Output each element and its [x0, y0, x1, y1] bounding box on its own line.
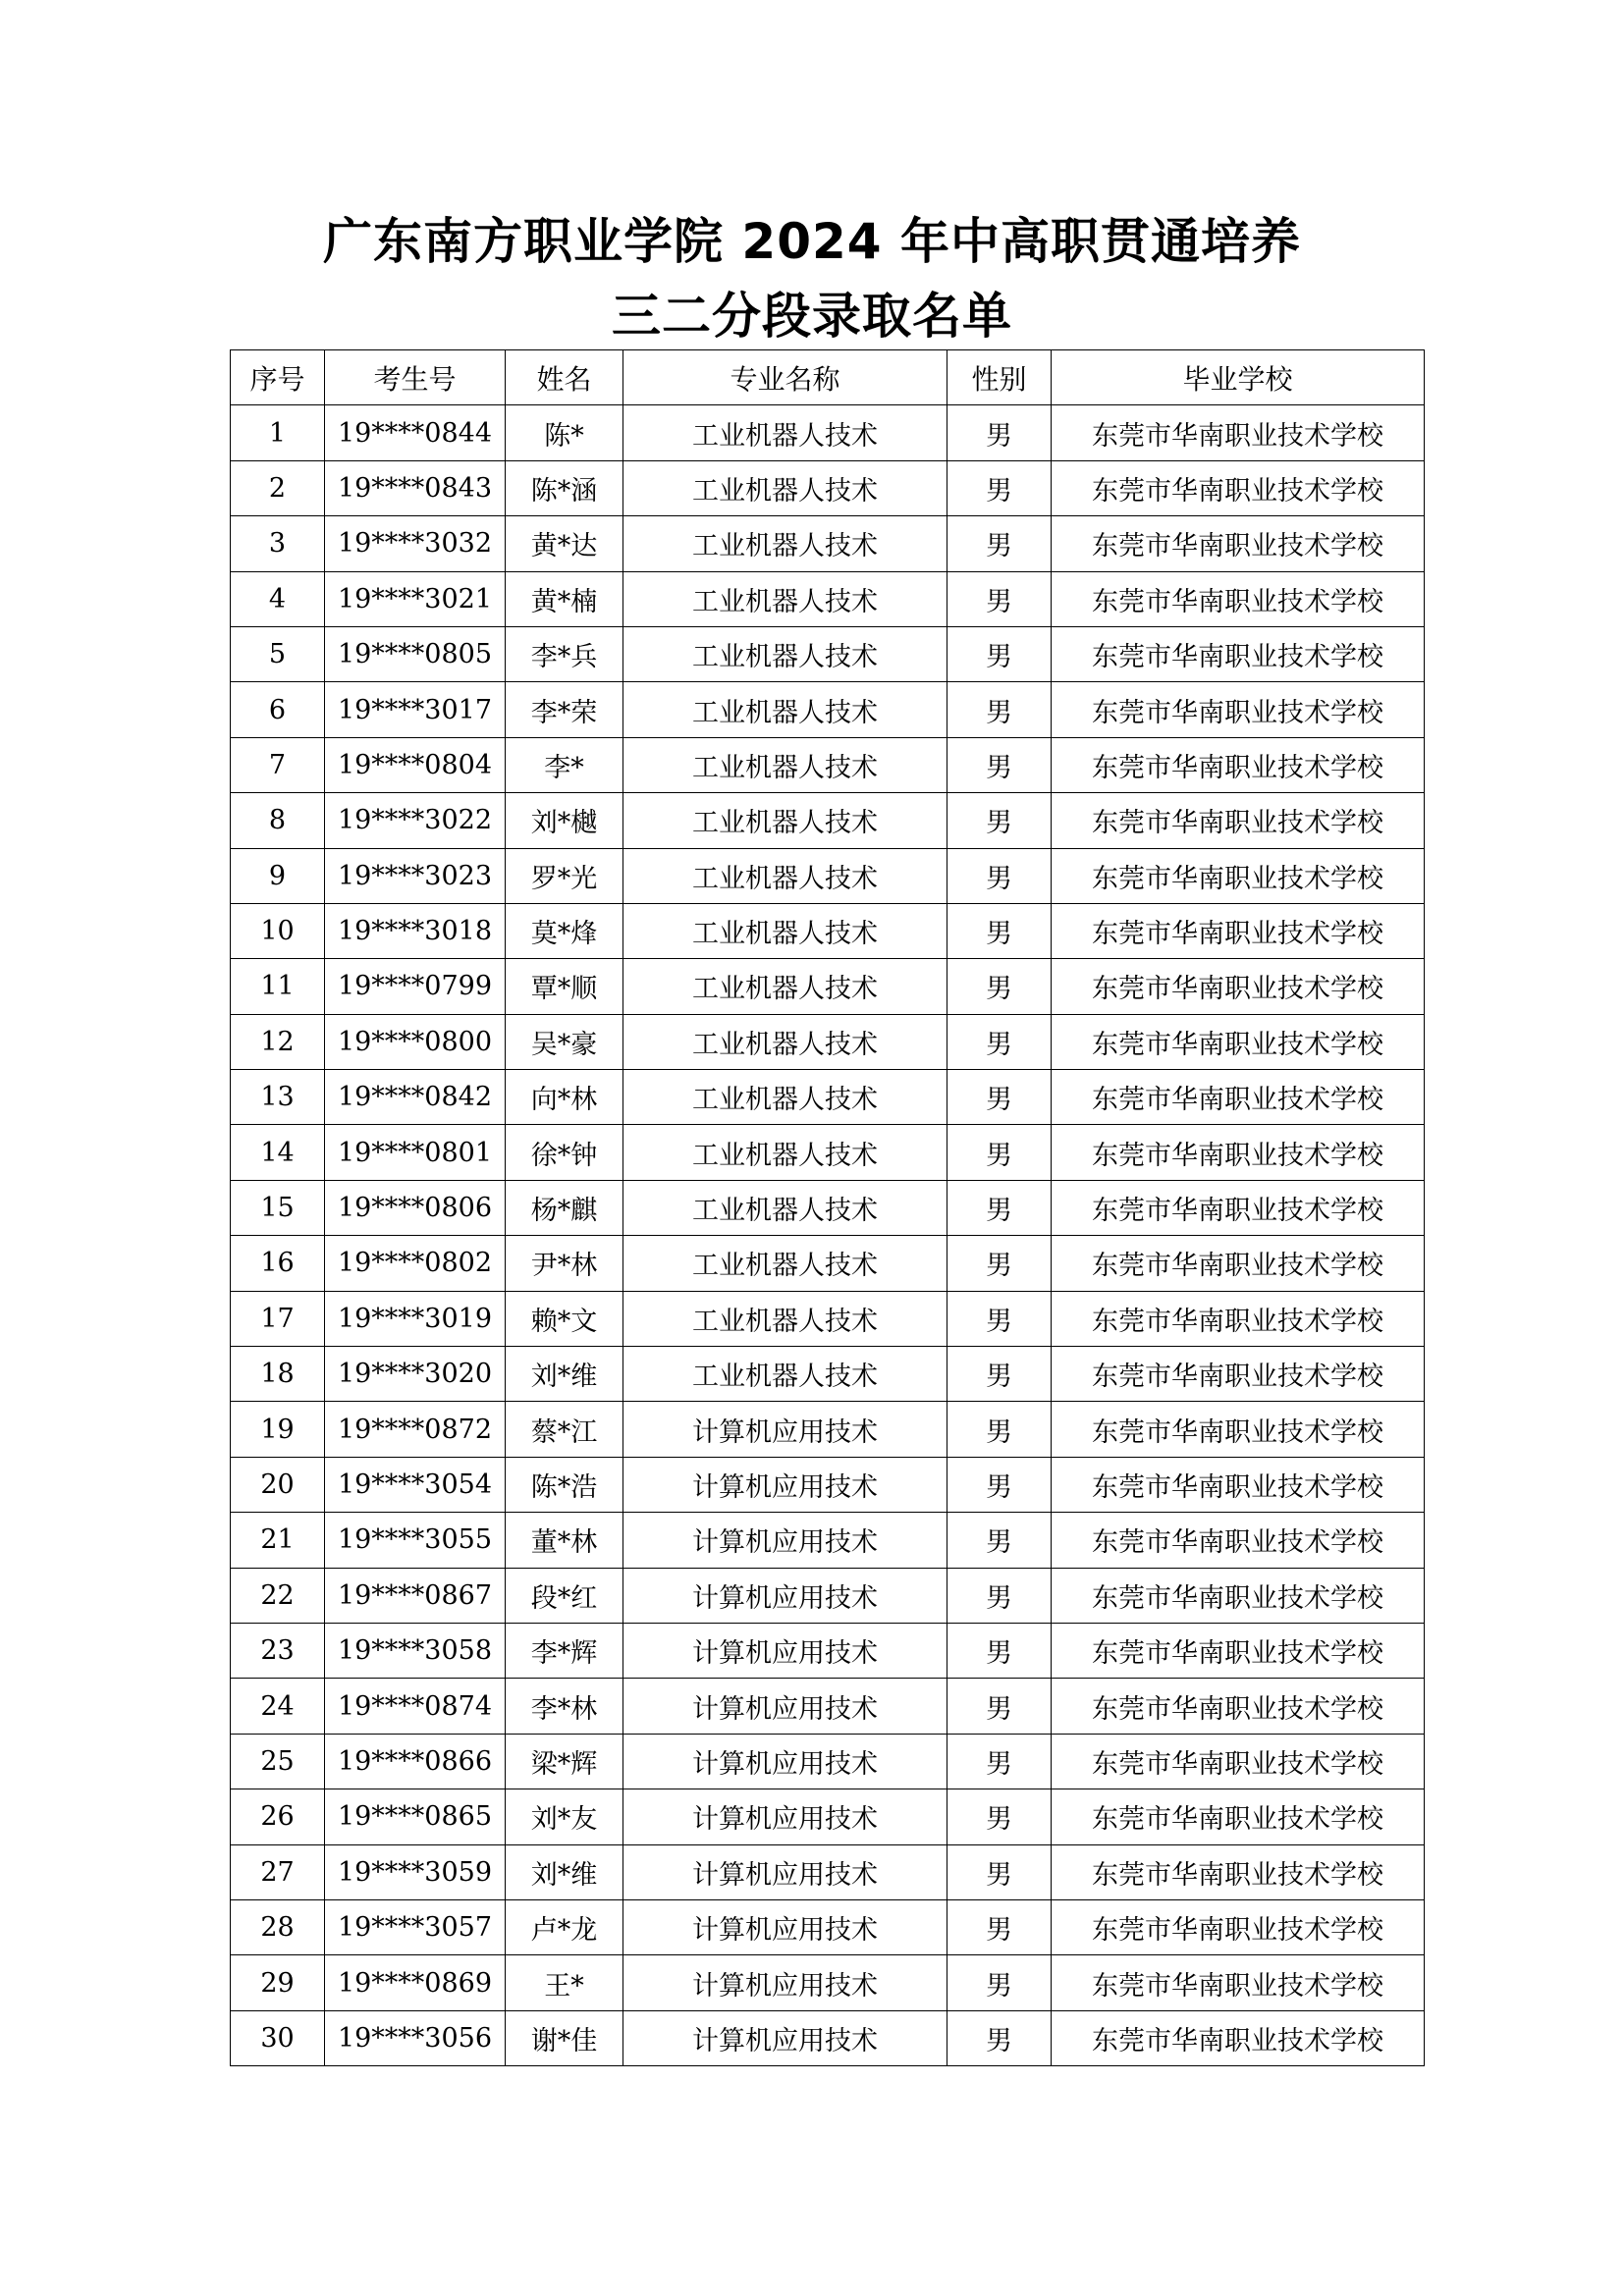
cell-gender: 男 [947, 1568, 1052, 1623]
cell-major: 工业机器人技术 [623, 1125, 947, 1180]
cell-name: 李*荣 [506, 682, 623, 737]
cell-seq: 27 [231, 1844, 325, 1899]
cell-seq: 20 [231, 1457, 325, 1512]
cell-exam-id: 19****0866 [325, 1734, 506, 1789]
cell-seq: 9 [231, 848, 325, 903]
cell-gender: 男 [947, 848, 1052, 903]
cell-exam-id: 19****3017 [325, 682, 506, 737]
cell-gender: 男 [947, 1347, 1052, 1402]
table-row [231, 903, 1425, 958]
cell-school: 东莞市华南职业技术学校 [1052, 959, 1425, 1014]
cell-exam-id: 19****0872 [325, 1402, 506, 1457]
table-row [231, 1180, 1425, 1235]
cell-gender: 男 [947, 1125, 1052, 1180]
cell-school: 东莞市华南职业技术学校 [1052, 903, 1425, 958]
table-row [231, 1291, 1425, 1346]
cell-school: 东莞市华南职业技术学校 [1052, 1844, 1425, 1899]
cell-seq: 17 [231, 1291, 325, 1346]
table-row [231, 682, 1425, 737]
admission-table [230, 349, 1425, 2066]
cell-school: 东莞市华南职业技术学校 [1052, 1402, 1425, 1457]
cell-gender: 男 [947, 1236, 1052, 1291]
table-row [231, 516, 1425, 571]
cell-gender: 男 [947, 571, 1052, 626]
table-row [231, 737, 1425, 792]
cell-school: 东莞市华南职业技术学校 [1052, 1679, 1425, 1734]
cell-gender: 男 [947, 682, 1052, 737]
cell-major: 计算机应用技术 [623, 1513, 947, 1568]
cell-major: 工业机器人技术 [623, 1291, 947, 1346]
header-gender: 性别 [947, 350, 1052, 405]
cell-exam-id: 19****3018 [325, 903, 506, 958]
table-row [231, 1679, 1425, 1734]
cell-school: 东莞市华南职业技术学校 [1052, 1955, 1425, 2010]
cell-school: 东莞市华南职业技术学校 [1052, 460, 1425, 515]
cell-major: 工业机器人技术 [623, 1070, 947, 1125]
table-row [231, 1955, 1425, 2010]
cell-name: 段*红 [506, 1568, 623, 1623]
cell-school: 东莞市华南职业技术学校 [1052, 848, 1425, 903]
cell-name: 徐*钟 [506, 1125, 623, 1180]
cell-major: 工业机器人技术 [623, 1236, 947, 1291]
cell-gender: 男 [947, 737, 1052, 792]
cell-name: 李* [506, 737, 623, 792]
cell-exam-id: 19****0843 [325, 460, 506, 515]
cell-seq: 26 [231, 1789, 325, 1844]
cell-name: 向*林 [506, 1070, 623, 1125]
cell-seq: 7 [231, 737, 325, 792]
cell-name: 李*林 [506, 1679, 623, 1734]
cell-major: 工业机器人技术 [623, 516, 947, 571]
cell-school: 东莞市华南职业技术学校 [1052, 405, 1425, 460]
cell-exam-id: 19****3058 [325, 1623, 506, 1678]
table-row [231, 1070, 1425, 1125]
title-line-1: 广东南方职业学院 2024 年中高职贯通培养 [323, 213, 1301, 270]
cell-exam-id: 19****3019 [325, 1291, 506, 1346]
cell-seq: 6 [231, 682, 325, 737]
cell-gender: 男 [947, 1291, 1052, 1346]
cell-school: 东莞市华南职业技术学校 [1052, 1513, 1425, 1568]
cell-name: 杨*麒 [506, 1180, 623, 1235]
cell-school: 东莞市华南职业技术学校 [1052, 1347, 1425, 1402]
cell-name: 覃*顺 [506, 959, 623, 1014]
cell-major: 工业机器人技术 [623, 1014, 947, 1069]
cell-gender: 男 [947, 959, 1052, 1014]
cell-gender: 男 [947, 460, 1052, 515]
cell-gender: 男 [947, 1899, 1052, 1954]
cell-seq: 25 [231, 1734, 325, 1789]
header-major: 专业名称 [623, 350, 947, 405]
cell-name: 罗*光 [506, 848, 623, 903]
cell-gender: 男 [947, 516, 1052, 571]
cell-exam-id: 19****3023 [325, 848, 506, 903]
title-line-2: 三二分段录取名单 [612, 288, 1012, 345]
table-row [231, 405, 1425, 460]
cell-major: 计算机应用技术 [623, 2010, 947, 2065]
cell-exam-id: 19****0805 [325, 626, 506, 681]
cell-seq: 23 [231, 1623, 325, 1678]
cell-exam-id: 19****3022 [325, 793, 506, 848]
cell-major: 计算机应用技术 [623, 1955, 947, 2010]
cell-seq: 28 [231, 1899, 325, 1954]
cell-name: 蔡*江 [506, 1402, 623, 1457]
cell-major: 计算机应用技术 [623, 1623, 947, 1678]
cell-gender: 男 [947, 626, 1052, 681]
cell-name: 刘*维 [506, 1347, 623, 1402]
cell-major: 工业机器人技术 [623, 1347, 947, 1402]
table-row [231, 1014, 1425, 1069]
cell-gender: 男 [947, 1457, 1052, 1512]
cell-major: 工业机器人技术 [623, 405, 947, 460]
cell-name: 王* [506, 1955, 623, 2010]
header-school: 毕业学校 [1052, 350, 1425, 405]
header-exam-id: 考生号 [325, 350, 506, 405]
cell-school: 东莞市华南职业技术学校 [1052, 1789, 1425, 1844]
cell-seq: 10 [231, 903, 325, 958]
cell-exam-id: 19****3057 [325, 1899, 506, 1954]
cell-name: 赖*文 [506, 1291, 623, 1346]
cell-exam-id: 19****0869 [325, 1955, 506, 2010]
cell-exam-id: 19****0867 [325, 1568, 506, 1623]
cell-name: 李*辉 [506, 1623, 623, 1678]
cell-gender: 男 [947, 1789, 1052, 1844]
cell-exam-id: 19****3032 [325, 516, 506, 571]
cell-name: 黄*楠 [506, 571, 623, 626]
cell-name: 尹*林 [506, 1236, 623, 1291]
cell-seq: 14 [231, 1125, 325, 1180]
cell-seq: 18 [231, 1347, 325, 1402]
cell-exam-id: 19****0865 [325, 1789, 506, 1844]
cell-seq: 11 [231, 959, 325, 1014]
table-row [231, 1513, 1425, 1568]
table-row [231, 460, 1425, 515]
cell-school: 东莞市华南职业技术学校 [1052, 1568, 1425, 1623]
table-row [231, 1125, 1425, 1180]
cell-gender: 男 [947, 1180, 1052, 1235]
cell-major: 工业机器人技术 [623, 460, 947, 515]
cell-name: 刘*友 [506, 1789, 623, 1844]
cell-school: 东莞市华南职业技术学校 [1052, 571, 1425, 626]
cell-gender: 男 [947, 793, 1052, 848]
cell-seq: 4 [231, 571, 325, 626]
cell-school: 东莞市华南职业技术学校 [1052, 1899, 1425, 1954]
cell-seq: 2 [231, 460, 325, 515]
table-row [231, 793, 1425, 848]
table-row [231, 1789, 1425, 1844]
table-row [231, 1236, 1425, 1291]
table-row [231, 1568, 1425, 1623]
cell-school: 东莞市华南职业技术学校 [1052, 516, 1425, 571]
cell-gender: 男 [947, 1513, 1052, 1568]
cell-gender: 男 [947, 1955, 1052, 2010]
cell-exam-id: 19****3021 [325, 571, 506, 626]
cell-exam-id: 19****0874 [325, 1679, 506, 1734]
cell-exam-id: 19****0802 [325, 1236, 506, 1291]
cell-school: 东莞市华南职业技术学校 [1052, 1070, 1425, 1125]
table-row [231, 1844, 1425, 1899]
cell-major: 计算机应用技术 [623, 1402, 947, 1457]
cell-major: 工业机器人技术 [623, 737, 947, 792]
cell-seq: 29 [231, 1955, 325, 2010]
cell-school: 东莞市华南职业技术学校 [1052, 793, 1425, 848]
cell-gender: 男 [947, 1844, 1052, 1899]
table-row [231, 626, 1425, 681]
cell-school: 东莞市华南职业技术学校 [1052, 1734, 1425, 1789]
cell-major: 工业机器人技术 [623, 848, 947, 903]
cell-name: 董*林 [506, 1513, 623, 1568]
cell-exam-id: 19****3056 [325, 2010, 506, 2065]
cell-major: 计算机应用技术 [623, 1899, 947, 1954]
cell-major: 工业机器人技术 [623, 626, 947, 681]
table-row [231, 1899, 1425, 1954]
cell-seq: 12 [231, 1014, 325, 1069]
cell-gender: 男 [947, 1679, 1052, 1734]
cell-name: 黄*达 [506, 516, 623, 571]
cell-name: 梁*辉 [506, 1734, 623, 1789]
table-row [231, 848, 1425, 903]
cell-school: 东莞市华南职业技术学校 [1052, 737, 1425, 792]
cell-seq: 24 [231, 1679, 325, 1734]
cell-exam-id: 19****0842 [325, 1070, 506, 1125]
cell-school: 东莞市华南职业技术学校 [1052, 1457, 1425, 1512]
cell-major: 工业机器人技术 [623, 793, 947, 848]
cell-major: 工业机器人技术 [623, 959, 947, 1014]
cell-exam-id: 19****0800 [325, 1014, 506, 1069]
cell-name: 吴*豪 [506, 1014, 623, 1069]
cell-seq: 30 [231, 2010, 325, 2065]
cell-major: 计算机应用技术 [623, 1844, 947, 1899]
cell-school: 东莞市华南职业技术学校 [1052, 1014, 1425, 1069]
header-name: 姓名 [506, 350, 623, 405]
table-row [231, 1347, 1425, 1402]
cell-gender: 男 [947, 1014, 1052, 1069]
cell-name: 陈* [506, 405, 623, 460]
cell-gender: 男 [947, 2010, 1052, 2065]
table-row [231, 2010, 1425, 2065]
table-row [231, 1734, 1425, 1789]
table-row [231, 571, 1425, 626]
document-title [0, 204, 1624, 353]
cell-school: 东莞市华南职业技术学校 [1052, 626, 1425, 681]
cell-seq: 5 [231, 626, 325, 681]
cell-major: 计算机应用技术 [623, 1679, 947, 1734]
cell-seq: 1 [231, 405, 325, 460]
cell-exam-id: 19****0806 [325, 1180, 506, 1235]
cell-school: 东莞市华南职业技术学校 [1052, 1291, 1425, 1346]
cell-school: 东莞市华南职业技术学校 [1052, 1236, 1425, 1291]
cell-seq: 16 [231, 1236, 325, 1291]
table-body [231, 405, 1425, 2066]
table-row [231, 1457, 1425, 1512]
table-row [231, 1623, 1425, 1678]
cell-name: 李*兵 [506, 626, 623, 681]
cell-major: 工业机器人技术 [623, 682, 947, 737]
cell-major: 工业机器人技术 [623, 903, 947, 958]
cell-exam-id: 19****0801 [325, 1125, 506, 1180]
cell-exam-id: 19****0844 [325, 405, 506, 460]
cell-seq: 15 [231, 1180, 325, 1235]
cell-name: 谢*佳 [506, 2010, 623, 2065]
table-header-row [231, 350, 1425, 405]
cell-name: 刘*维 [506, 1844, 623, 1899]
cell-seq: 19 [231, 1402, 325, 1457]
table-row [231, 959, 1425, 1014]
cell-major: 计算机应用技术 [623, 1457, 947, 1512]
cell-gender: 男 [947, 1734, 1052, 1789]
cell-major: 计算机应用技术 [623, 1789, 947, 1844]
cell-gender: 男 [947, 405, 1052, 460]
cell-name: 卢*龙 [506, 1899, 623, 1954]
cell-exam-id: 19****0804 [325, 737, 506, 792]
cell-seq: 3 [231, 516, 325, 571]
cell-school: 东莞市华南职业技术学校 [1052, 682, 1425, 737]
cell-exam-id: 19****3055 [325, 1513, 506, 1568]
cell-school: 东莞市华南职业技术学校 [1052, 1623, 1425, 1678]
cell-name: 陈*涵 [506, 460, 623, 515]
cell-gender: 男 [947, 1623, 1052, 1678]
cell-seq: 21 [231, 1513, 325, 1568]
cell-school: 东莞市华南职业技术学校 [1052, 2010, 1425, 2065]
cell-gender: 男 [947, 903, 1052, 958]
cell-seq: 8 [231, 793, 325, 848]
cell-name: 刘*樾 [506, 793, 623, 848]
cell-major: 计算机应用技术 [623, 1568, 947, 1623]
cell-seq: 13 [231, 1070, 325, 1125]
cell-gender: 男 [947, 1402, 1052, 1457]
cell-exam-id: 19****3059 [325, 1844, 506, 1899]
cell-exam-id: 19****0799 [325, 959, 506, 1014]
cell-exam-id: 19****3054 [325, 1457, 506, 1512]
cell-name: 莫*烽 [506, 903, 623, 958]
cell-exam-id: 19****3020 [325, 1347, 506, 1402]
cell-major: 工业机器人技术 [623, 1180, 947, 1235]
cell-school: 东莞市华南职业技术学校 [1052, 1125, 1425, 1180]
table-row [231, 1402, 1425, 1457]
cell-seq: 22 [231, 1568, 325, 1623]
cell-major: 工业机器人技术 [623, 571, 947, 626]
cell-major: 计算机应用技术 [623, 1734, 947, 1789]
cell-school: 东莞市华南职业技术学校 [1052, 1180, 1425, 1235]
cell-name: 陈*浩 [506, 1457, 623, 1512]
cell-gender: 男 [947, 1070, 1052, 1125]
header-seq: 序号 [231, 350, 325, 405]
